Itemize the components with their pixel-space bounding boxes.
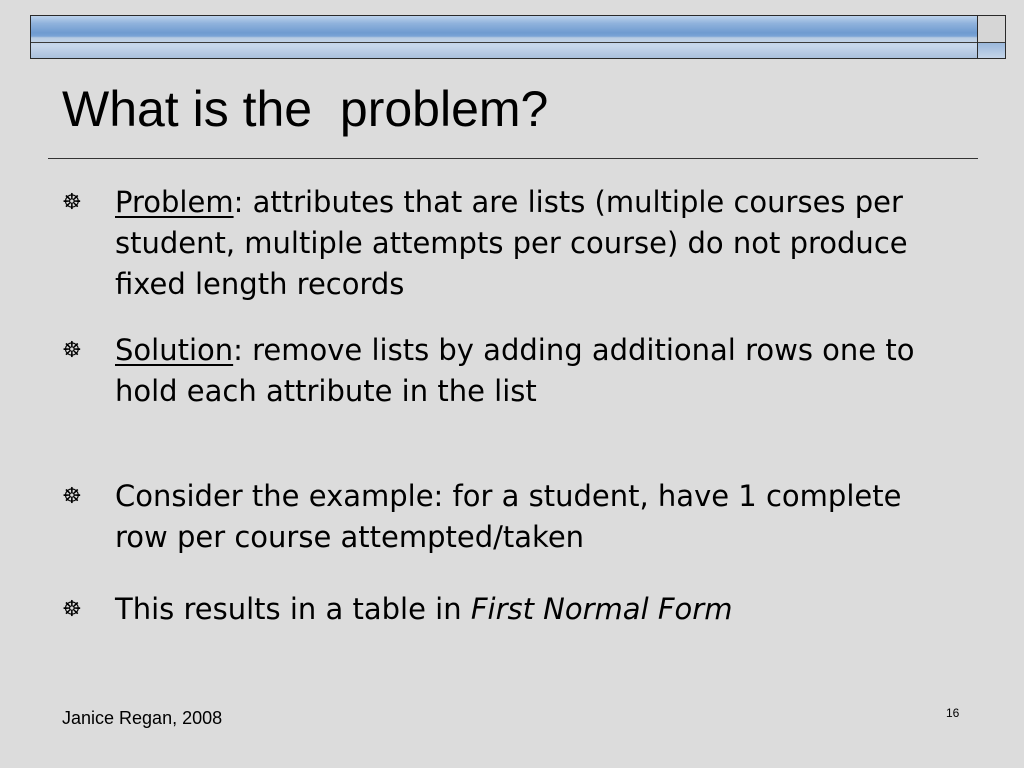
bullet-list bbox=[62, 182, 962, 630]
dharma-wheel-icon: ☸ bbox=[62, 338, 82, 363]
bullet-text-result: This results in a table in bbox=[115, 592, 471, 626]
bullet-text-example: Consider the example: for a student, have 1 complete row per course attempted/taken bbox=[115, 479, 902, 554]
title-divider bbox=[48, 158, 978, 159]
page-number: 16 bbox=[946, 706, 960, 720]
bullet-emphasis-first-normal-form: First Normal Form bbox=[470, 592, 733, 626]
bullet-lead-problem: Problem bbox=[115, 185, 234, 219]
bullet-lead-solution: Solution bbox=[115, 333, 234, 367]
bullet-text-solution: : remove lists by adding additional rows one to hold each attribute in the list bbox=[115, 333, 915, 408]
bullet-solution bbox=[62, 330, 962, 412]
top-banner bbox=[30, 15, 1006, 59]
footer-author: Janice Regan, 2008 bbox=[62, 708, 223, 728]
bullet-text-problem: : attributes that are lists (multiple courses per student, multiple attempts per course) do not produce fixed length records bbox=[115, 185, 908, 301]
banner-main-bar bbox=[30, 15, 978, 59]
dharma-wheel-icon: ☸ bbox=[62, 190, 82, 215]
bullet-problem bbox=[62, 182, 962, 305]
dharma-wheel-icon: ☸ bbox=[62, 484, 82, 509]
slide-title: What is the problem? bbox=[62, 81, 549, 137]
dharma-wheel-icon: ☸ bbox=[62, 597, 82, 622]
bullet-example bbox=[62, 476, 962, 558]
banner-side-block bbox=[978, 15, 1006, 59]
bullet-result bbox=[62, 589, 962, 630]
